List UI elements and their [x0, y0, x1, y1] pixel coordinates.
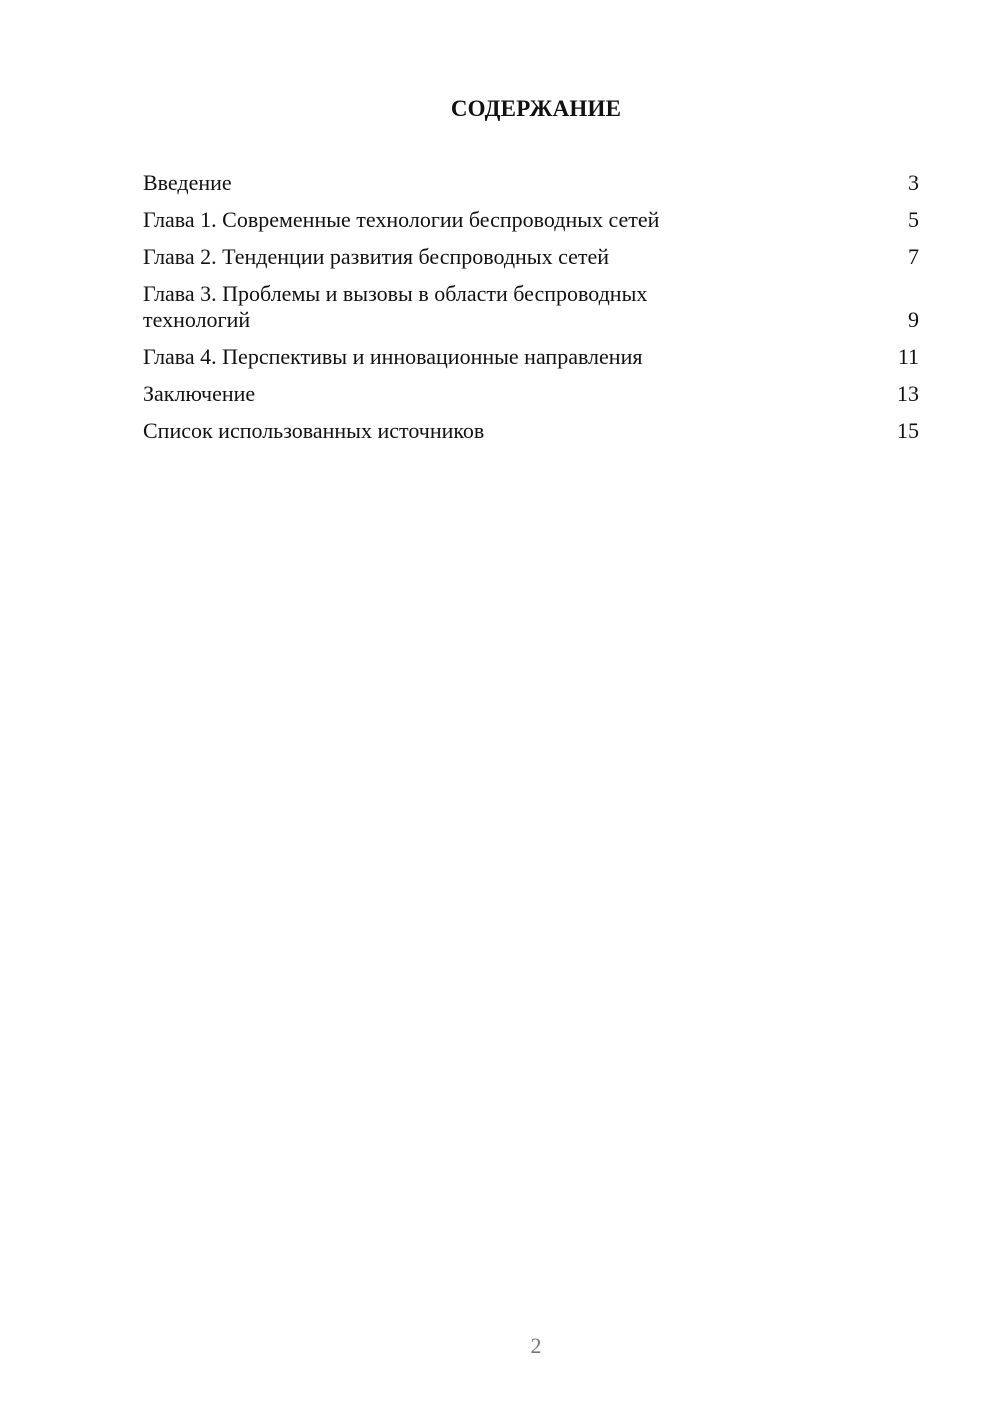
toc-item-label: Глава 1. Современные технологии беспроводных сетей [143, 207, 660, 232]
toc-item-label: Заключение [143, 381, 256, 406]
toc-item-label: Глава 4. Перспективы и инновационные направления [143, 344, 643, 369]
toc-item-page: 11 [897, 344, 919, 369]
toc-item-label: Глава 2. Тенденции развития беспроводных сетей [143, 244, 610, 269]
toc-item-page: 13 [897, 381, 919, 406]
page-number: 2 [530, 1333, 542, 1358]
toc-item [143, 244, 919, 270]
toc-item [143, 170, 919, 196]
toc-item-page: 9 [908, 307, 919, 332]
toc-item [143, 207, 919, 233]
toc-item [143, 281, 919, 333]
toc-item-label: Введение [143, 170, 232, 195]
toc-item [143, 344, 919, 370]
toc-item-page: 7 [908, 244, 919, 269]
toc-item-label: Глава 3. Проблемы и вызовы в области беспроводных технологий [143, 281, 648, 332]
toc-item-page: 5 [908, 207, 919, 232]
toc-item [143, 418, 919, 444]
toc-item-page: 3 [908, 170, 919, 195]
page-title: СОДЕРЖАНИЕ [450, 96, 622, 121]
table-of-contents [143, 170, 919, 455]
toc-item-label: Список использованных источников [143, 418, 485, 443]
toc-item-page: 15 [897, 418, 919, 443]
toc-item [143, 381, 919, 407]
